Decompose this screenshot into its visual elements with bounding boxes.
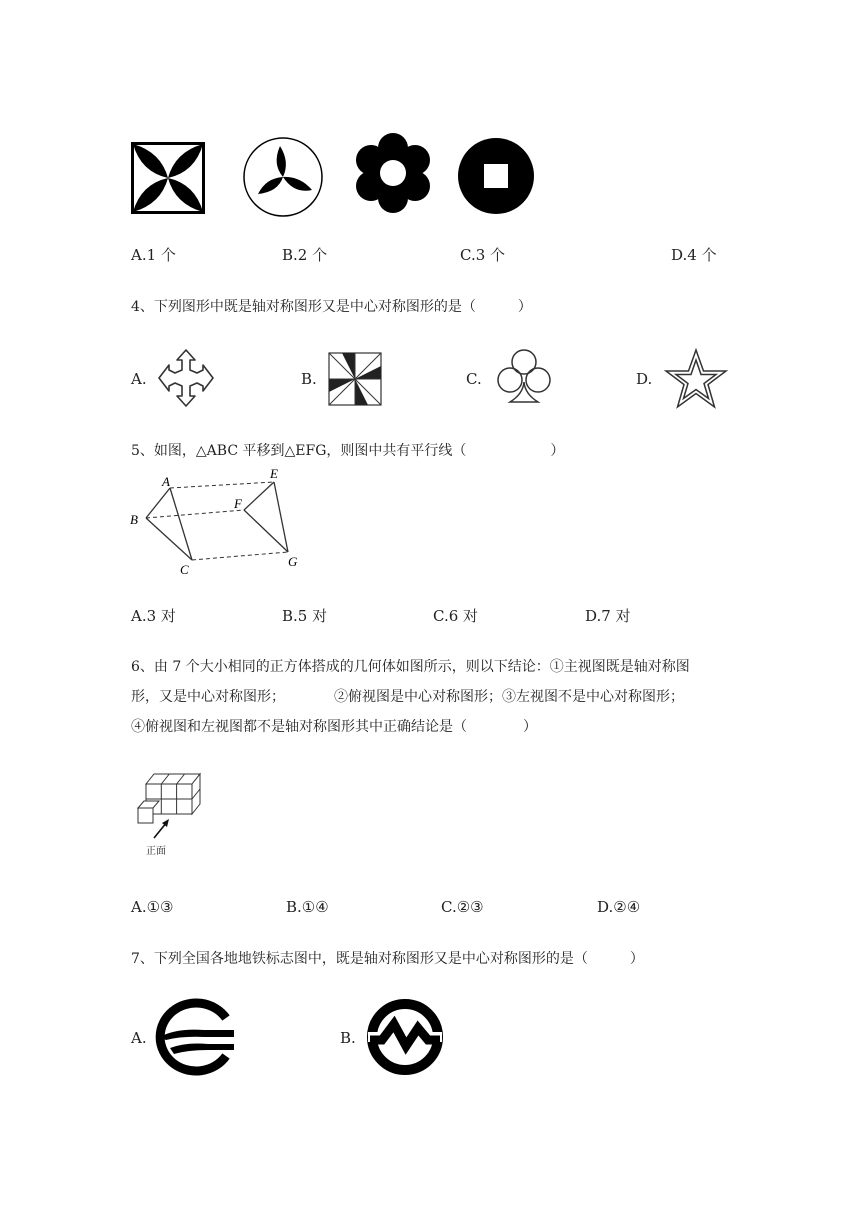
translation-diagram xyxy=(128,466,308,582)
point-label-f: F xyxy=(234,496,242,511)
q4-label-d: D. xyxy=(636,370,653,388)
point-label-a: A xyxy=(162,474,170,489)
q5-stem: 5、如图，△ABC 平移到△EFG，则图中共有平行线（ ） xyxy=(131,443,565,459)
metro-logo-b-icon xyxy=(366,998,444,1076)
q7-label-a: A. xyxy=(131,1029,147,1047)
q6-option-c: C.②③ xyxy=(441,898,484,916)
point-label-g: G xyxy=(288,554,298,569)
q4-label-c: C. xyxy=(466,370,482,388)
q7-label-b: B. xyxy=(340,1029,356,1047)
figure-coin xyxy=(456,136,536,216)
q7-stem: 7、下列全国各地地铁标志图中，既是轴对称图形又是中心对称图形的是（ ） xyxy=(131,951,644,967)
q4-label-b: B. xyxy=(301,370,317,388)
figure-square-four-petals xyxy=(131,142,205,214)
metro-logo-a-icon xyxy=(156,1000,238,1074)
q3-option-c: C.3 个 xyxy=(460,246,506,264)
q3-option-b: B.2 个 xyxy=(282,246,328,264)
point-label-e: E xyxy=(270,466,278,481)
q6-line-3: ④俯视图和左视图都不是轴对称图形其中正确结论是（ ） xyxy=(131,719,537,735)
q6-line-1: 6、由 7 个大小相同的正方体搭成的几何体如图所示，则以下结论：①主视图既是轴对称图 xyxy=(131,659,690,675)
q5-option-a: A.3 对 xyxy=(131,607,176,625)
q6-line-2: 形，又是中心对称图形； ②俯视图是中心对称图形；③左视图不是中心对称图形； xyxy=(131,689,684,705)
star-icon xyxy=(664,348,728,410)
point-label-c: C xyxy=(180,562,189,577)
q4-stem: 4、下列图形中既是轴对称图形又是中心对称图形的是（ ） xyxy=(131,299,532,315)
cubes-diagram xyxy=(136,772,208,858)
q5-option-b: B.5 对 xyxy=(282,607,328,625)
front-view-caption: 正面 xyxy=(146,846,166,857)
four-arrows-icon xyxy=(157,348,215,408)
q6-option-d: D.②④ xyxy=(597,898,641,916)
q5-option-d: D.7 对 xyxy=(585,607,631,625)
q6-option-b: B.①④ xyxy=(286,898,329,916)
figure-flower xyxy=(353,132,433,214)
pinwheel-icon xyxy=(328,352,382,406)
q5-option-c: C.6 对 xyxy=(433,607,479,625)
figure-circle-three-blades xyxy=(242,136,324,218)
q3-option-a: A.1 个 xyxy=(131,246,176,264)
q4-label-a: A. xyxy=(131,370,147,388)
point-label-b: B xyxy=(130,512,138,527)
club-icon xyxy=(496,348,552,406)
q6-option-a: A.①③ xyxy=(131,898,174,916)
q3-option-d: D.4 个 xyxy=(671,246,717,264)
